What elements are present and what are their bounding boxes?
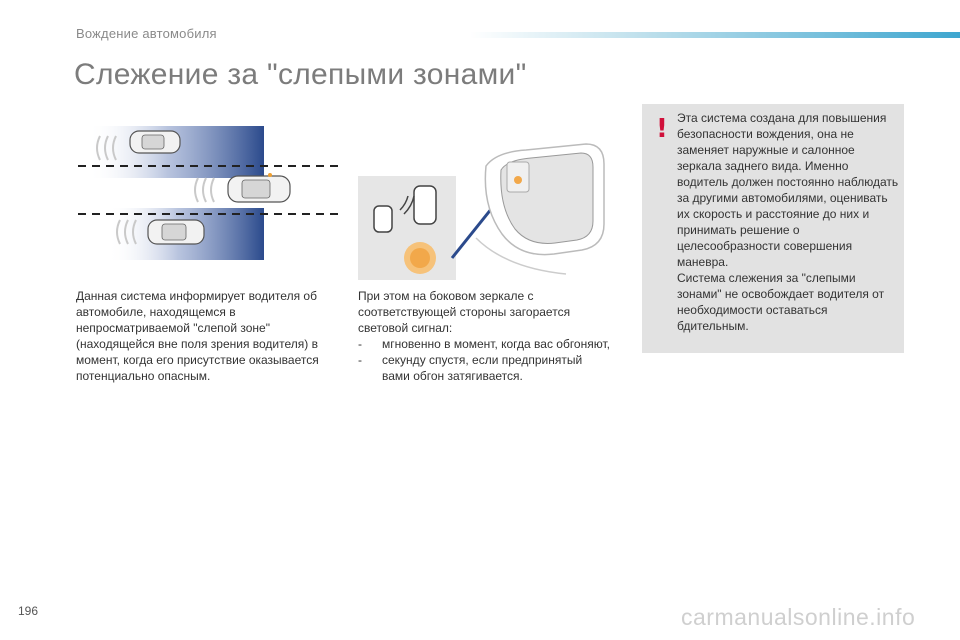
left-column-text — [76, 288, 338, 384]
description-paragraph: Данная система информирует водителя об автомобиле, находящемся в непросматриваемой "слепой зоне" (находящейся вне поля зрения водителя) в момент, когда его присутствие оказывается потенциально опасным. — [76, 289, 319, 383]
bullet-text: мгновенно в момент, когда вас обгоняют, — [382, 337, 610, 351]
mirror-indicator-lamp — [514, 176, 522, 184]
section-header: Вождение автомобиля — [76, 26, 217, 41]
blind-spot-zones-illustration — [78, 118, 348, 268]
car-lower-right — [148, 220, 204, 244]
middle-column-text — [358, 288, 612, 384]
warning-lamp — [410, 248, 430, 268]
bullet-dash: - — [358, 337, 362, 351]
watermark: carmanualsonline.info — [681, 604, 916, 630]
bullet-item — [358, 336, 612, 352]
header-accent-bar — [470, 32, 960, 38]
warning-box — [642, 104, 904, 353]
bullet-dash: - — [358, 353, 362, 367]
bullet-item — [358, 352, 612, 384]
page-number: 196 — [18, 604, 39, 618]
bullet-text: секунду спустя, если предпринятый вами обгон затягивается. — [382, 353, 583, 383]
exclamation-icon: ! — [656, 114, 668, 144]
mirror-warning-illustration — [356, 118, 626, 280]
signal-intro: При этом на боковом зеркале с соответствующей стороны загорается световой сигнал: — [358, 289, 571, 335]
car-upper-left — [130, 131, 180, 153]
car-middle-own — [228, 173, 290, 202]
warning-text — [677, 110, 899, 334]
warning-paragraph-2: Система слежения за "слепыми зонами" не освобождает водителя от необходимости оставаться бдительным. — [677, 271, 885, 333]
page-title: Слежение за "слепыми зонами" — [74, 58, 527, 91]
warning-paragraph-1: Эта система создана для повышения безопасности вождения, она не заменяет наружные и салонное зеркала заднего вида. Именно водитель должен постоянно наблюдать за другими автомобилями, оценивать их скорость и расстояние до них и принимать решение о целесообразности совершения маневра. — [677, 111, 899, 269]
